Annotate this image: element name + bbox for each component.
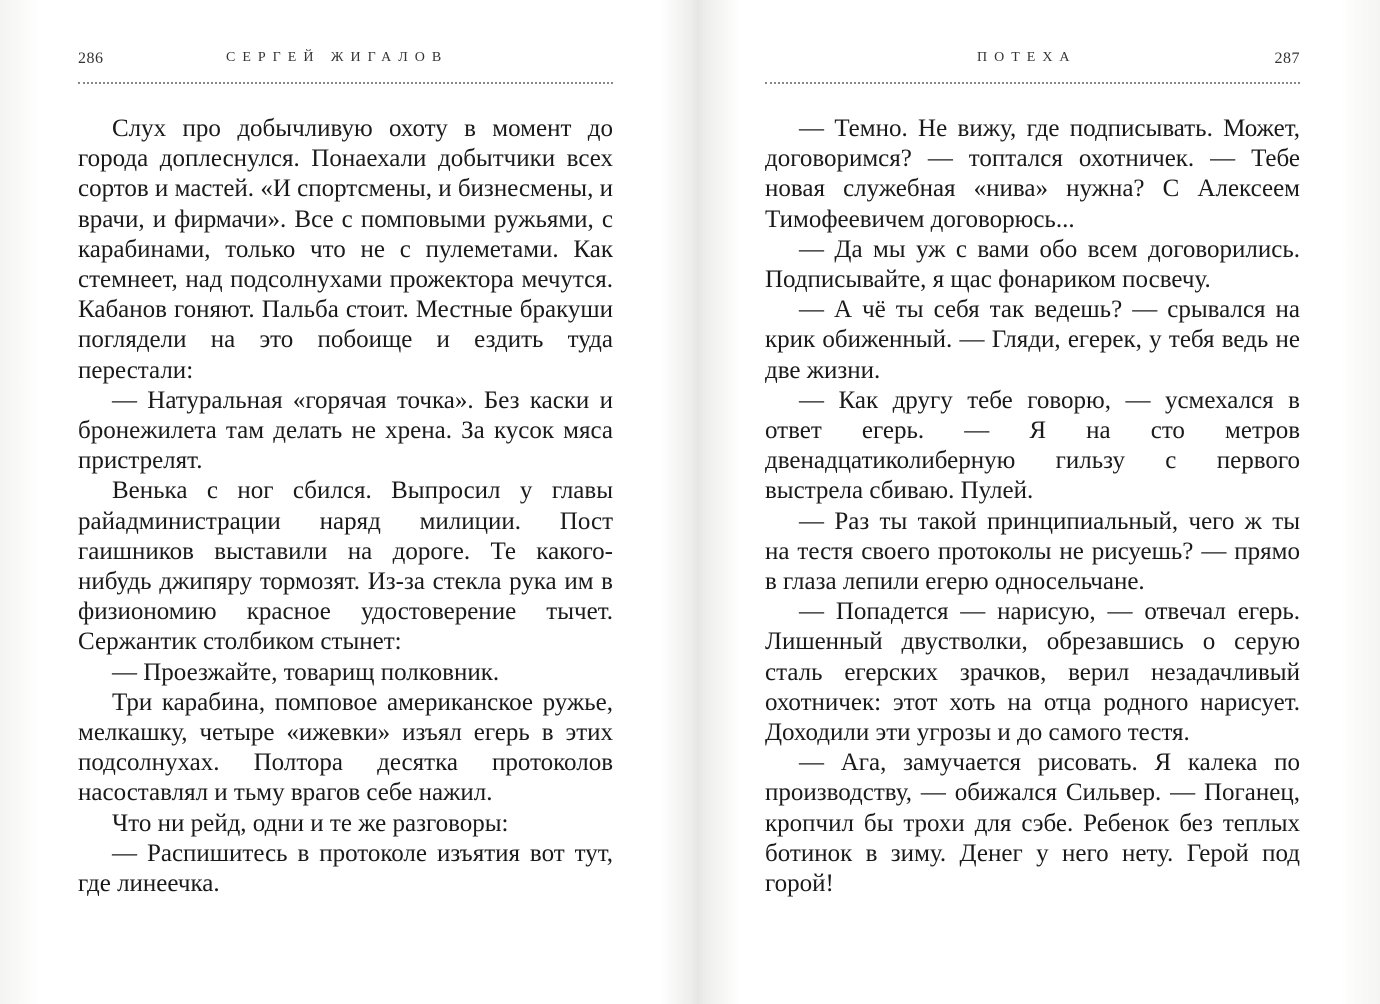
- paragraph: — Проезжайте, товарищ полковник.: [112, 658, 500, 686]
- paragraph: Три карабина, помповое американское ружье, мелкашку, четыре «ижевки» изъял егерь в этих подсолнухах. Полтора десятка протоколов насоставлял и тьму врагов себе нажил.: [78, 688, 613, 807]
- left-page: [78, 0, 613, 1004]
- author-name: СЕРГЕЙ ЖИГАЛОВ: [226, 50, 449, 65]
- header-rule-left: [78, 82, 613, 84]
- paragraph: — Натуральная «горячая точка». Без каски и бронежилета там делать не хрена. За кусок мяса пристрелят.: [78, 386, 613, 475]
- header-rule-right: [765, 82, 1300, 84]
- paragraph: Что ни рейд, одни и те же разговоры:: [112, 809, 509, 837]
- paragraph: — Раз ты такой принципиальный, чего ж ты на тестя своего протоколы не рисуешь? — прямо в глаза лепили егерю односельчане.: [765, 507, 1300, 596]
- left-page-text: [78, 114, 613, 899]
- paragraph: — Как другу тебе говорю, — усмехался в ответ егерь. — Я на сто метров двенадцатиколиберную гильзу с первого выстрела сбиваю. Пулей.: [765, 386, 1300, 505]
- page-number-left: 286: [78, 50, 104, 67]
- running-head-right: [765, 48, 1300, 72]
- paragraph: — Темно. Не вижу, где подписывать. Может, договоримся? — топтался охотничек. — Тебе новая служебная «нива» нужна? С Алексеем Тимофеевичем договорюсь...: [765, 115, 1300, 233]
- paragraph: — Распишитесь в протоколе изъятия вот тут, где линеечка.: [78, 839, 613, 898]
- paragraph: Слух про добычливую охоту в момент до города доплеснулся. Понаехали добытчики всех сортов и мастей. «И спортсмены, и бизнесмены, и врачи, и фирмачи». Все с помповыми ружьями, с карабинами, только что не с пулеметами. Как стемнеет, над подсолнухами прожектора мечутся. Кабанов гоняют. Пальба стоит. Местные бракуши поглядели на это побоище и ездить туда перестали:: [78, 115, 613, 384]
- chapter-title: ПОТЕХА: [977, 50, 1077, 65]
- paragraph: — Попадется — нарисую, — отвечал егерь. Лишенный двустволки, обрезавшись о серую сталь егерских зрачков, верил незадачливый охотничек: этот хоть на отца родного нарисует. Доходили эти угрозы и до самого тестя.: [765, 598, 1300, 747]
- running-head-left: [78, 48, 613, 72]
- paragraph: — А чё ты себя так ведешь? — срывался на крик обиженный. — Гляди, егерек, у тебя ведь не две жизни.: [765, 296, 1300, 384]
- paragraph: — Да мы уж с вами обо всем договорились. Подписывайте, я щас фонариком посвечу.: [765, 235, 1300, 294]
- paragraph: Венька с ног сбился. Выпросил у главы райадминистрации наряд милиции. Пост гаишников выставили на дороге. Те какого-нибудь джипяру тормозят. Из-за стекла рука им в физиономию красное удостоверение тычет. Сержантик столбиком стынет:: [78, 477, 613, 656]
- page-number-right: 287: [1274, 50, 1300, 67]
- paragraph: — Ага, замучается рисовать. Я калека по производству, — обижался Сильвер. — Поганец, кропчил бы трохи для сэбе. Ребенок без теплых ботинок в зиму. Денег у него нету. Герой под горой!: [765, 749, 1300, 898]
- right-page: [765, 0, 1300, 1004]
- right-page-text: [765, 114, 1300, 899]
